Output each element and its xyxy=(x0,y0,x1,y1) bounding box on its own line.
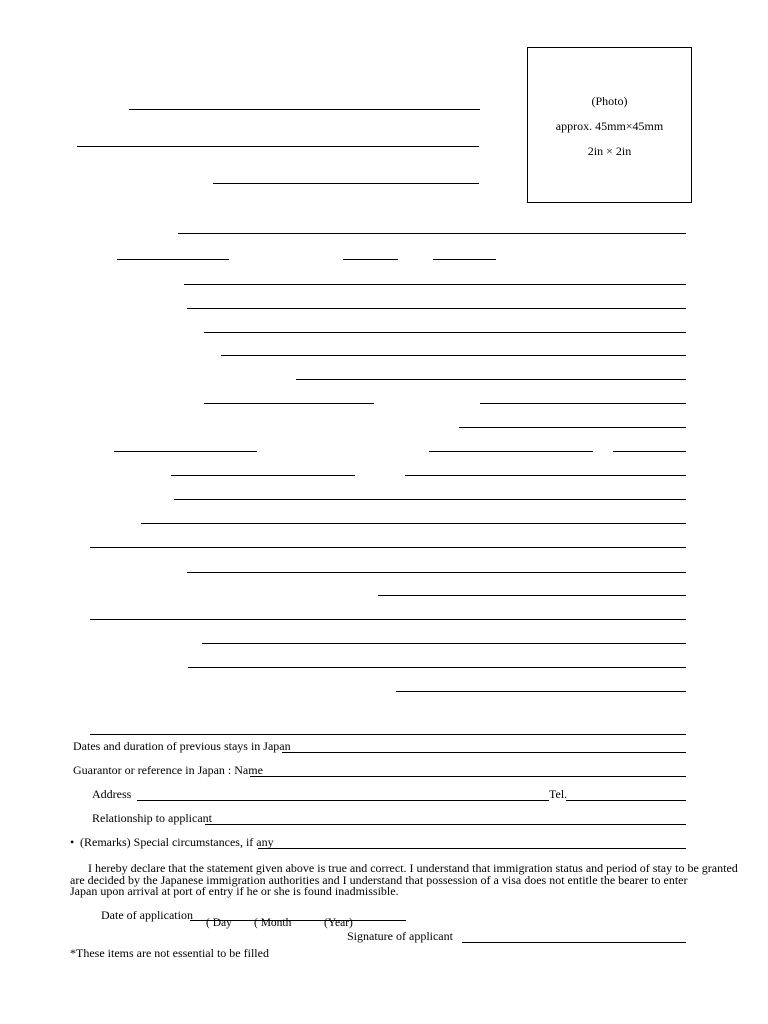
remarks-label: (Remarks) Special circumstances, if any xyxy=(80,835,274,849)
address-field[interactable] xyxy=(137,800,549,801)
date-month-label: ( Month xyxy=(254,917,292,929)
photo-label: (Photo) xyxy=(591,94,628,108)
blank-field-line[interactable] xyxy=(202,643,686,644)
blank-field-line[interactable] xyxy=(188,667,686,668)
footnote: *These items are not essential to be filled xyxy=(70,946,269,960)
blank-field-line[interactable] xyxy=(396,691,686,692)
remarks-field[interactable] xyxy=(258,848,686,849)
declaration-line-3: Japan upon arrival at port of entry if he or she is found inadmissible. xyxy=(70,884,399,898)
blank-field-line[interactable] xyxy=(433,259,496,260)
date-year-label: (Year) xyxy=(324,917,353,929)
tel-label: Tel. xyxy=(549,787,568,801)
signature-label: Signature of applicant xyxy=(347,929,453,943)
blank-field-line[interactable] xyxy=(171,475,355,476)
blank-field-line[interactable] xyxy=(221,355,686,356)
declaration-line-1: I hereby declare that the statement given above is true and correct. I understand that immigration status and period of stay to be granted xyxy=(88,861,738,875)
blank-field-line[interactable] xyxy=(343,259,398,260)
date-of-application-label: Date of application xyxy=(101,908,193,922)
blank-field-line[interactable] xyxy=(459,427,686,428)
previous-stays-field[interactable] xyxy=(282,752,686,753)
blank-field-line[interactable] xyxy=(480,403,686,404)
photo-box[interactable] xyxy=(527,47,692,203)
blank-field-line[interactable] xyxy=(296,379,686,380)
address-label: Address xyxy=(92,787,132,801)
relationship-field[interactable] xyxy=(205,824,686,825)
blank-field-line[interactable] xyxy=(429,451,593,452)
blank-field-line[interactable] xyxy=(213,183,479,184)
blank-field-line[interactable] xyxy=(184,284,686,285)
photo-size-mm: approx. 45mm×45mm xyxy=(555,119,664,133)
blank-field-line[interactable] xyxy=(90,619,686,620)
photo-size-in: 2in × 2in xyxy=(587,144,632,158)
blank-field-line[interactable] xyxy=(90,547,686,548)
remarks-bullet: • xyxy=(70,835,75,849)
blank-field-line[interactable] xyxy=(129,109,480,110)
previous-stays-label: Dates and duration of previous stays in Japan xyxy=(73,739,291,753)
blank-field-line[interactable] xyxy=(378,595,686,596)
blank-field-line[interactable] xyxy=(187,308,686,309)
blank-field-line[interactable] xyxy=(187,572,686,573)
relationship-label: Relationship to applicant xyxy=(92,811,212,825)
blank-field-line[interactable] xyxy=(613,451,686,452)
blank-field-line[interactable] xyxy=(405,475,686,476)
blank-field-line[interactable] xyxy=(178,233,686,234)
blank-field-line[interactable] xyxy=(204,332,686,333)
blank-field-line[interactable] xyxy=(90,734,686,735)
blank-field-line[interactable] xyxy=(77,146,479,147)
guarantor-label: Guarantor or reference in Japan : Name xyxy=(73,763,263,777)
declaration-line-2: are decided by the Japanese immigration authorities and I understand that possession of a visa does not entitle the bearer to enter xyxy=(70,873,688,887)
blank-field-line[interactable] xyxy=(204,403,374,404)
tel-field[interactable] xyxy=(566,800,686,801)
blank-field-line[interactable] xyxy=(141,523,686,524)
blank-field-line[interactable] xyxy=(174,499,686,500)
blank-field-line[interactable] xyxy=(117,259,229,260)
guarantor-name-field[interactable] xyxy=(250,776,686,777)
signature-field[interactable] xyxy=(462,942,686,943)
blank-field-line[interactable] xyxy=(114,451,257,452)
date-day-label: ( Day xyxy=(206,917,232,929)
